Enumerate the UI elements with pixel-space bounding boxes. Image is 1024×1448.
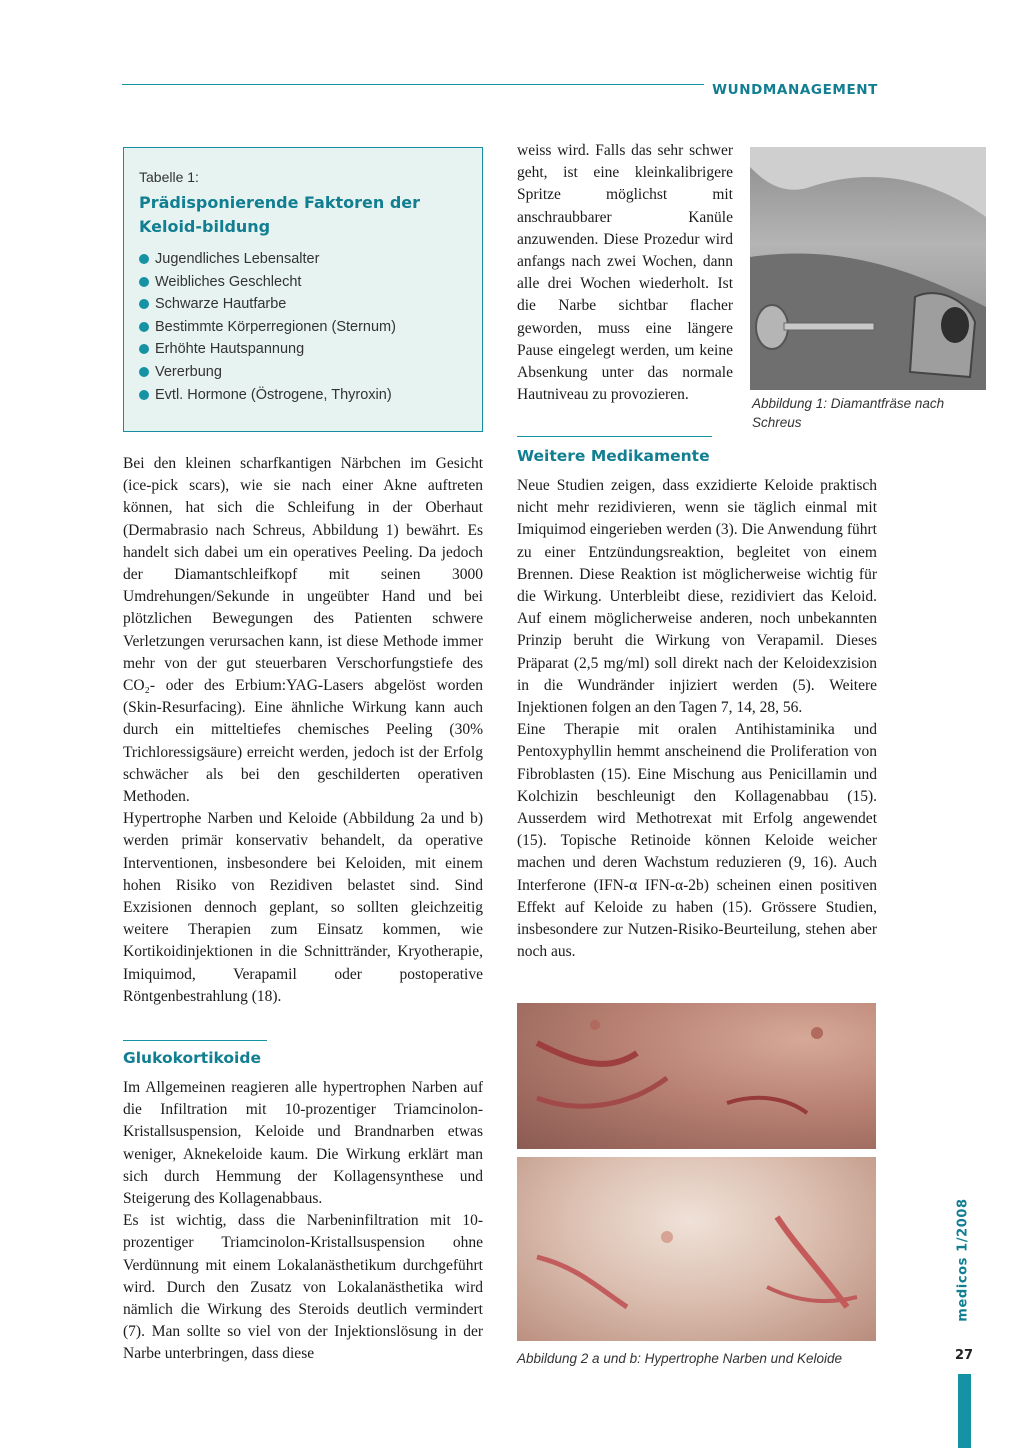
- right-column-top-text: [517, 140, 733, 406]
- table-box: [123, 147, 483, 432]
- table-label: Tabelle 1:: [139, 169, 199, 185]
- bullet-icon: [139, 344, 149, 354]
- list-item: Evtl. Hormone (Östrogene, Thyroxin): [139, 384, 396, 407]
- paragraph: Neue Studien zeigen, dass exzidierte Keloide praktisch nicht mehr rezidivieren, wenn sie täglich einmal mit Imiquimod eingerieben werden (3). Die Anwendung führt zu einer Entzündungsreaktion, begleitet von einem Brennen. Diese Reaktion ist möglicherweise wichtig für die Wirkung. Unterbleibt diese, rezidiviert das Keloid. Auf einem möglicherweise anderen, noch unbekannten Prinzip beruht die Wirkung von Verapamil. Dieses Präparat (2,5 mg/ml) soll direkt nach der Keloidexzision in die Wundränder injiziert werden (5). Weitere Injektionen folgen an den Tagen 7, 14, 28, 56.: [517, 477, 877, 717]
- bullet-icon: [139, 254, 149, 264]
- scar-illustration-a: [517, 1003, 876, 1149]
- bullet-icon: [139, 367, 149, 377]
- bullet-icon: [139, 277, 149, 287]
- diamond-tool-illustration: [750, 147, 986, 390]
- right-column-body: [517, 475, 877, 963]
- list-item: Erhöhte Hautspannung: [139, 338, 396, 361]
- figure-2a-photo: [517, 1003, 876, 1149]
- factor-list: [139, 248, 396, 406]
- list-item: Bestimmte Körperregionen (Sternum): [139, 316, 396, 339]
- bullet-icon: [139, 390, 149, 400]
- journal-issue: medicos 1/2008: [955, 1198, 971, 1322]
- figure-1-caption: Abbildung 1: Diamantfräse nach Schreus: [752, 396, 945, 430]
- paragraph: Hypertrophe Narben und Keloide (Abbildung 2a und b) werden primär konservativ behandelt, da operative Interventionen, insbesondere bei Keloiden, mit einem hohen Risiko von Rezidiven belastet sind. Sind Exzisionen dennoch geplant, so sollten gleichzeitig weitere Therapien zum Einsatz kommen, wie Kortikoidinjektionen in die Schnittränder, Kryotherapie, Imiquimod, Verapamil oder postoperative Röntgenbestrahlung (18).: [123, 810, 483, 1005]
- paragraph: Im Allgemeinen reagieren alle hypertrophen Narben auf die Infiltration mit 10-prozentiger Triamcinolon-Kristallsuspension, Keloide und Brandnarben etwas weniger, Aknekeloide kaum. Die Wirkung erklärt man sich durch Hemmung der Kollagensynthese und Steigerung des Kollagenabbaus.: [123, 1079, 483, 1208]
- section-rule: [517, 436, 712, 437]
- left-column-body: [123, 453, 483, 1008]
- page-bar: [958, 1374, 971, 1448]
- paragraph: weiss wird. Falls das sehr schwer geht, ist eine kleinkalibrigere Spritze möglichst mit anschraubbarer Kanüle anzuwenden. Diese Prozedur wird anfangs nach zwei Wochen, dann alle drei Wochen wiederholt. Ist die Narbe sichtbar flacher geworden, muss eine längere Pause eingelegt werden, um keine Absenkung unter das normale Hautniveau zu provozieren.: [517, 142, 733, 404]
- list-item: Vererbung: [139, 361, 396, 384]
- figure-2b-photo: [517, 1157, 876, 1341]
- section-rule: [123, 1040, 267, 1041]
- left-column-body-2: [123, 1077, 483, 1366]
- table-title: Prädisponierende Faktoren der Keloid-bildung: [139, 193, 421, 236]
- scar-illustration-b: [517, 1157, 876, 1341]
- bullet-icon: [139, 322, 149, 332]
- heading-weitere-medikamente: Weitere Medikamente: [517, 447, 710, 465]
- paragraph: Es ist wichtig, dass die Narbeninfiltration mit 10-prozentiger Triamcinolon-Kristallsuspension ohne Verdünnung mit einem Lokalanästhetikum durchgeführt wird. Durch den Zusatz von Lokalanästhetika wird nämlich die Wirkung des Steroids deutlich vermindert (7). Man sollte so viel von der Injektionslösung in der Narbe unterbringen, dass diese: [123, 1212, 483, 1363]
- list-item: Weibliches Geschlecht: [139, 271, 396, 294]
- heading-glukokortikoide: Glukokortikoide: [123, 1049, 261, 1067]
- section-title: WUNDMANAGEMENT: [704, 82, 878, 98]
- bullet-icon: [139, 299, 149, 309]
- paragraph: Bei den kleinen scharfkantigen Närbchen im Gesicht (ice-pick scars), wie sie nach einer Akne auftreten können, hat sich die Schleifung in der Oberhaut (Dermabrasio nach Schreus, Abbildung 1) bewährt. Es handelt sich dabei um ein operatives Peeling. Da jedoch der Diamantschleifkopf mit seinen 3000 Umdrehungen/Sekunde in ungeübter Hand und bei plötzlichen Bewegungen des Patienten schwere Verletzungen verursachen kann, ist diese Methode immer mehr von der gut steuerbaren Verschorfungstiefe des CO₂- oder des Erbium:YAG-Lasers abgelöst worden (Skin-Resurfacing). Eine ähnliche Wirkung kann auch durch ein mitteltiefes chemisches Peeling (30% Trichloressigsäure) erreicht werden, jedoch ist der Erfolg schwächer als bei den geschilderten operativen Methoden.: [123, 455, 483, 806]
- list-item: Jugendliches Lebensalter: [139, 248, 396, 271]
- figure-1-photo: [750, 147, 986, 390]
- page-number: 27: [955, 1348, 974, 1363]
- paragraph: Eine Therapie mit oralen Antihistaminika und Pentoxyphyllin hemmt anscheinend die Proliferation von Fibroblasten (15). Eine Mischung aus Penicillamin und Kolchizin beschleunigt den Kollagenabbau (15). Ausserdem wird Methotrexat mit Erfolg angewendet (15). Topische Retinoide können Keloide weicher machen und deren Wachstum reduzieren (9, 16). Auch Interferone (IFN-α IFN-α-2b) scheinen einen positiven Effekt auf Keloide zu haben (15). Grössere Studien, insbesondere zur Nutzen-Risiko-Beurteilung, stehen aber noch aus.: [517, 721, 877, 961]
- figure-2-caption: Abbildung 2 a und b: Hypertrophe Narben und Keloide: [517, 1351, 842, 1366]
- list-item: Schwarze Hautfarbe: [139, 293, 396, 316]
